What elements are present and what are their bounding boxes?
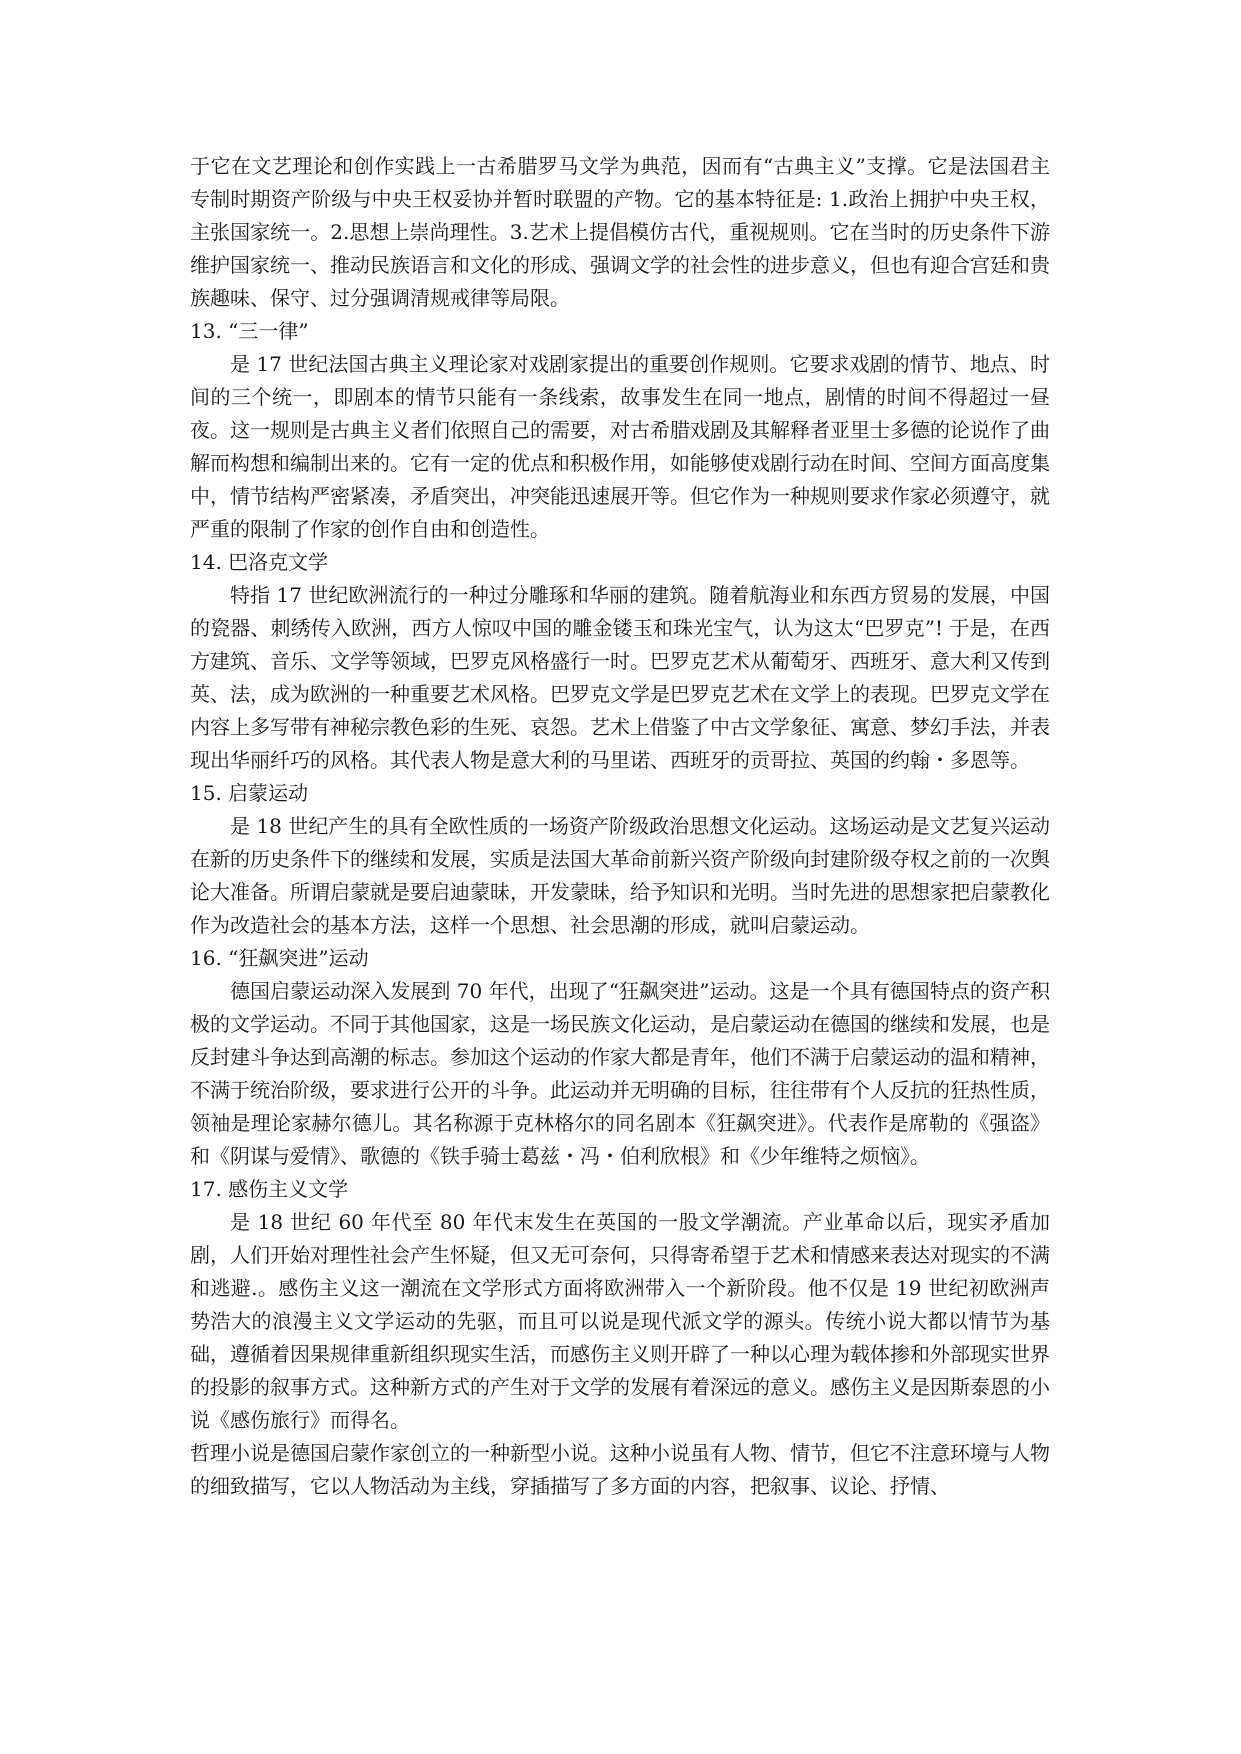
heading-17-sentimentalism: 17. 感伤主义文学 — [190, 1177, 349, 1201]
paragraph-classicism-continued: 于它在文艺理论和创作实践上一古希腊罗马文学为典范，因而有“古典主义”支撑。它是法国君主专制时期资产阶级与中央王权妥协并暂时联盟的产物。它的基本特征是: 1.政治上拥护中央王权，主张国家统一。2.思想上崇尚理性。3.艺术上提倡模仿古代，重视规则。它在当时的历史条件下游维护国家统一、推动民族语言和文化的形成、强调文学的社会性的进步意义，但也有迎合宫廷和贵族趣味、保守、过分强调清规戒律等局限。 — [190, 154, 1050, 310]
paragraph-baroque-literature: 特指 17 世纪欧洲流行的一种过分雕琢和华丽的建筑。随着航海业和东西方贸易的发展，中国的瓷器、刺绣传入欧洲，西方人惊叹中国的雕金镂玉和珠光宝气，认为这太“巴罗克”! 于是，在西方建筑、音乐、文学等领域，巴罗克风格盛行一时。巴罗克艺术从葡萄牙、西班牙、意大利又传到英、法，成为欧洲的一种重要艺术风格。巴罗克文学是巴罗克艺术在文学上的表现。巴罗克文学在内容上多写带有神秘宗教色彩的生死、哀怨。艺术上借鉴了中古文学象征、寓意、梦幻手法，并表现出华丽纤巧的风格。其代表人物是意大利的马里诺、西班牙的贡哥拉、英国的约翰・多恩等。 — [190, 583, 1050, 772]
heading-16-sturm-und-drang: 16. “狂飙突进”运动 — [190, 946, 369, 970]
paragraph-sentimentalism: 是 18 世纪 60 年代至 80 年代末发生在英国的一股文学潮流。产业革命以后，现实矛盾加剧，人们开始对理性社会产生怀疑，但又无可奈何，只得寄希望于艺术和情感来表达对现实的不满和逃避.。感伤主义这一潮流在文学形式方面将欧洲带入一个新阶段。他不仅是 19 世纪初欧洲声势浩大的浪漫主义文学运动的先驱，而且可以说是现代派文学的源头。传统小说大都以情节为基础，遵循着因果规律重新组织现实生活，而感伤主义则开辟了一种以心理为载体掺和外部现实世界的投影的叙事方式。这种新方式的产生对于文学的发展有着深远的意义。感伤主义是因斯泰恩的小说《感伤旅行》而得名。 — [190, 1210, 1050, 1432]
heading-13-three-unities: 13. “三一律” — [190, 319, 309, 343]
heading-14-baroque-literature: 14. 巴洛克文学 — [190, 550, 329, 574]
paragraph-sturm-und-drang: 德国启蒙运动深入发展到 70 年代，出现了“狂飙突进”运动。这是一个具有德国特点的资产积极的文学运动。不同于其他国家，这是一场民族文化运动，是启蒙运动在德国的继续和发展，也是反封建斗争达到高潮的标志。参加这个运动的作家大都是青年，他们不满于启蒙运动的温和精神，不满于统治阶级，要求进行公开的斗争。此运动并无明确的目标，往往带有个人反抗的狂热性质，领袖是理论家赫尔德儿。其名称源于克林格尔的同名剧本《狂飙突进》。代表作是席勒的《强盗》和《阴谋与爱情》、歌德的《铁手骑士葛兹・冯・伯利欣根》和《少年维特之烦恼》。 — [190, 979, 1050, 1168]
heading-15-enlightenment: 15. 启蒙运动 — [190, 781, 309, 805]
document-body — [190, 150, 1050, 1503]
paragraph-philosophical-novel: 哲理小说是德国启蒙作家创立的一种新型小说。这种小说虽有人物、情节，但它不注意环境与人物的细致描写，它以人物活动为主线，穿插描写了多方面的内容，把叙事、议论、抒情、 — [190, 1441, 1050, 1498]
paragraph-three-unities: 是 17 世纪法国古典主义理论家对戏剧家提出的重要创作规则。它要求戏剧的情节、地点、时间的三个统一，即剧本的情节只能有一条线索，故事发生在同一地点，剧情的时间不得超过一昼夜。这一规则是古典主义者们依照自己的需要，对古希腊戏剧及其解释者亚里士多德的论说作了曲解而构想和编制出来的。它有一定的优点和积极作用，如能够使戏剧行动在时间、空间方面高度集中，情节结构严密紧凑，矛盾突出，冲突能迅速展开等。但它作为一种规则要求作家必须遵守，就严重的限制了作家的创作自由和创造性。 — [190, 352, 1050, 541]
paragraph-enlightenment: 是 18 世纪产生的具有全欧性质的一场资产阶级政治思想文化运动。这场运动是文艺复兴运动在新的历史条件下的继续和发展，实质是法国大革命前新兴资产阶级向封建阶级夺权之前的一次舆论大准备。所谓启蒙就是要启迪蒙昧，开发蒙昧，给予知识和光明。当时先进的思想家把启蒙教化作为改造社会的基本方法，这样一个思想、社会思潮的形成，就叫启蒙运动。 — [190, 814, 1050, 937]
